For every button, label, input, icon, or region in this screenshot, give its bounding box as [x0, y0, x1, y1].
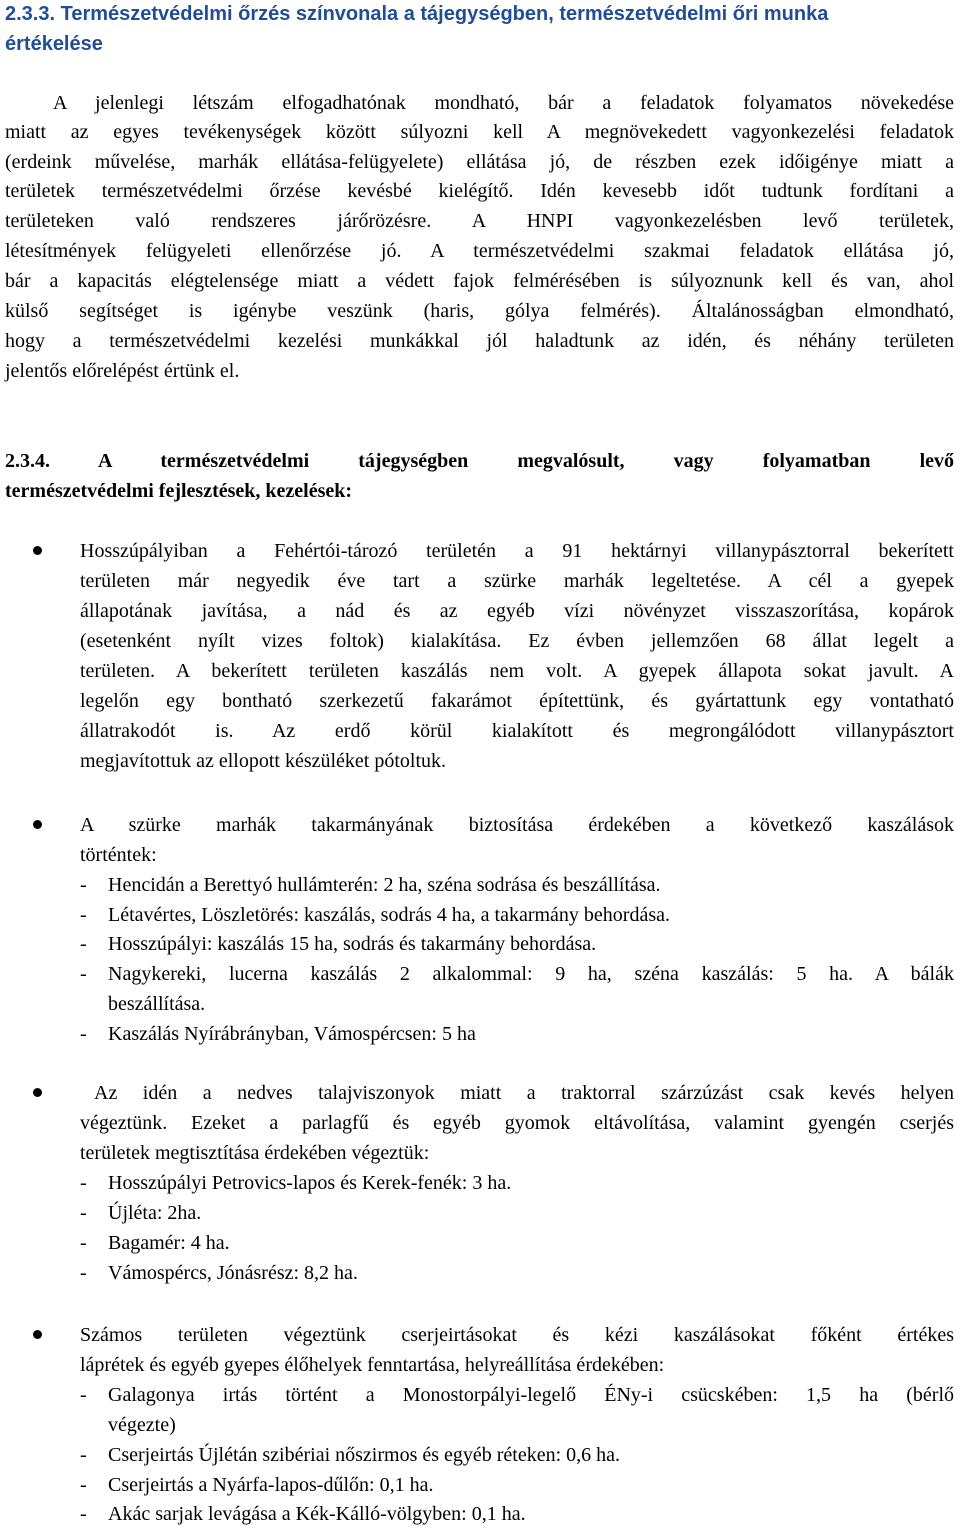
bullet2-line: történtek:: [80, 844, 157, 866]
paragraph-line: bár a kapacitás elégtelensége miatt a védett fajok felmérésében is súlyoznunk kell és van, ahol: [5, 270, 954, 292]
bullet-icon: [33, 546, 42, 555]
dash-marker: -: [80, 874, 87, 896]
bullet1-line: (esetenként nyílt vizes foltok) kialakítása. Ez évben jellemzően 68 állat legelt a: [80, 630, 954, 652]
list-item: Cserjeirtás a Nyárfa-lapos-dűlőn: 0,1 ha.: [108, 1474, 434, 1496]
list-item: Hosszúpályi: kaszálás 15 ha, sodrás és takarmány behordása.: [108, 933, 597, 955]
section-number: 2.3.3.: [5, 3, 56, 25]
list-item: Újléta: 2ha.: [108, 1202, 202, 1224]
list-item: Hencidán a Berettyó hullámterén: 2 ha, széna sodrása és beszállítása.: [108, 874, 661, 896]
dash-marker: -: [80, 1384, 87, 1406]
paragraph-line: hogy a természetvédelmi kezelési munkákkal jól haladtunk az idén, és néhány területen: [5, 330, 954, 352]
paragraph-line: létesítmények felügyeleti ellenőrzése jó. A természetvédelmi szakmai feladatok ellátása jó,: [5, 240, 954, 262]
paragraph-line: külső segítséget is igénybe veszünk (haris, gólya felmérés). Általánosságban elmondható,: [5, 300, 954, 322]
bullet-icon: [33, 1330, 42, 1339]
bullet3-line: Az idén a nedves talajviszonyok miatt a traktorral szárzúzást csak kevés helyen: [94, 1082, 954, 1104]
dash-marker: -: [80, 933, 87, 955]
section-title-line2: értékelése: [5, 33, 103, 55]
bullet1-line: területen már negyedik éve tart a szürke marhák legeltetése. A cél a gyepek: [80, 570, 954, 592]
list-item: Létavértes, Löszletörés: kaszálás, sodrás 4 ha, a takarmány behordása.: [108, 904, 670, 926]
dash-marker: -: [80, 904, 87, 926]
list-item: Bagamér: 4 ha.: [108, 1232, 230, 1254]
list-item: Galagonya irtás történt a Monostorpályi-legelő ÉNy-i csücskében: 1,5 ha (bérlő: [108, 1384, 954, 1406]
bullet1-line: Hosszúpályiban a Fehértói-tározó területén a 91 hektárnyi villanypásztorral bekerített: [80, 540, 954, 562]
section-heading-2-3-4: 2.3.4. A természetvédelmi tájegységben megvalósult, vagy folyamatban levő: [5, 450, 954, 472]
dash-marker: -: [80, 963, 87, 985]
list-item: Kaszálás Nyírábrányban, Vámospércsen: 5 ha: [108, 1023, 476, 1045]
bullet1-line: megjavítottuk az ellopott készüléket pótoltuk.: [80, 750, 447, 772]
dash-marker: -: [80, 1444, 87, 1466]
bullet4-line: láprétek és egyéb gyepes élőhelyek fenntartása, helyreállítása érdekében:: [80, 1354, 665, 1376]
bullet1-line: területen. A bekerített területen kaszálás nem volt. A gyepek állapota sokat javult. A: [80, 660, 954, 682]
list-item: Vámospércs, Jónásrész: 8,2 ha.: [108, 1262, 358, 1284]
dash-marker: -: [80, 1202, 87, 1224]
dash-marker: -: [80, 1262, 87, 1284]
bullet2-line: A szürke marhák takarmányának biztosítása érdekében a következő kaszálások: [80, 814, 954, 836]
paragraph-line: A jelenlegi létszám elfogadhatónak mondható, bár a feladatok folyamatos növekedése: [53, 92, 954, 114]
dash-marker: -: [80, 1503, 87, 1525]
list-item-continued: beszállítása.: [108, 993, 206, 1015]
bullet-icon: [33, 820, 42, 829]
list-item: Hosszúpályi Petrovics-lapos és Kerek-fenék: 3 ha.: [108, 1172, 512, 1194]
list-item: Cserjeirtás Újlétán szibériai nőszirmos és egyéb réteken: 0,6 ha.: [108, 1444, 621, 1466]
dash-marker: -: [80, 1172, 87, 1194]
section-heading-2-3-4-line2: természetvédelmi fejlesztések, kezelések:: [5, 480, 353, 502]
list-item-continued: végezte): [108, 1414, 176, 1436]
section-title-line1: Természetvédelmi őrzés színvonala a tájegységben, természetvédelmi őri munka: [60, 3, 829, 25]
bullet1-line: állatrakodót is. Az erdő körül kialakított és megrongálódott villanypásztort: [80, 720, 954, 742]
dash-marker: -: [80, 1474, 87, 1496]
list-item: Akác sarjak levágása a Kék-Kálló-völgyben: 0,1 ha.: [108, 1503, 526, 1525]
paragraph-line: (erdeink művelése, marhák ellátása-felügyelete) ellátása jó, de részben ezek időigénye miatt a: [5, 151, 954, 173]
paragraph-line: miatt az egyes tevékenységek között súlyozni kell A megnövekedett vagyonkezelési feladatok: [5, 121, 954, 143]
bullet-icon: [33, 1088, 42, 1097]
paragraph-line: jelentős előrelépést értünk el.: [5, 360, 240, 382]
bullet1-line: legelőn egy bontható szerkezetű fakarámot építettünk, és gyártattunk egy vontatható: [80, 690, 954, 712]
dash-marker: -: [80, 1023, 87, 1045]
paragraph-line: területek természetvédelmi őrzése kevésbé kielégítő. Idén kevesebb időt tudtunk fordítani a: [5, 180, 954, 202]
paragraph-line: területeken való rendszeres járőrözésre. A HNPI vagyonkezelésben levő területek,: [5, 210, 954, 232]
section-heading-2-3-3: [5, 0, 960, 29]
bullet3-line: területek megtisztítása érdekében végeztük:: [80, 1142, 430, 1164]
bullet3-line: végeztünk. Ezeket a parlagfű és egyéb gyomok eltávolítása, valamint gyengén cserjés: [80, 1112, 954, 1134]
list-item: Nagykereki, lucerna kaszálás 2 alkalommal: 9 ha, széna kaszálás: 5 ha. A bálák: [108, 963, 954, 985]
bullet1-line: állapotának javítása, a nád és az egyéb vízi növényzet visszaszorítása, kopárok: [80, 600, 954, 622]
bullet4-line: Számos területen végeztünk cserjeirtásokat és kézi kaszálásokat főként értékes: [80, 1324, 954, 1346]
dash-marker: -: [80, 1232, 87, 1254]
